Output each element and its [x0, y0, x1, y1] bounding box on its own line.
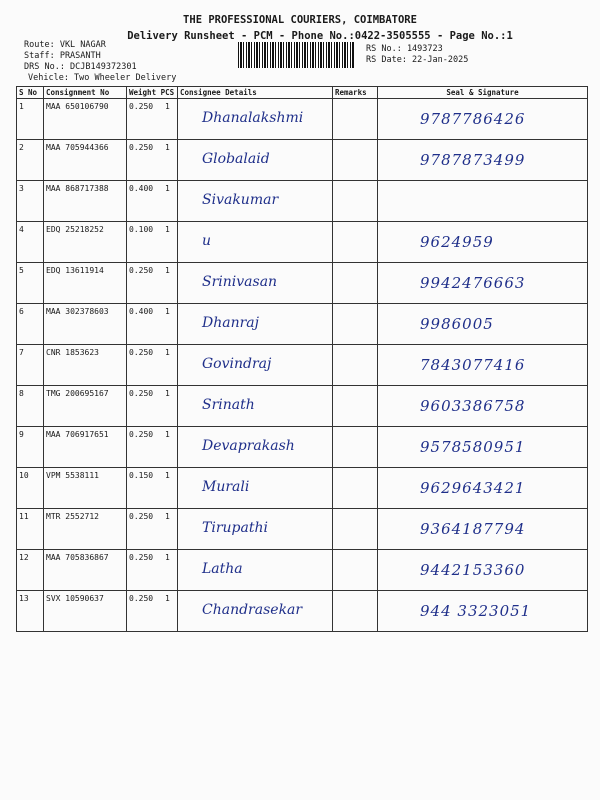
cell-weight-pcs: [127, 181, 178, 222]
table-row: [17, 99, 588, 140]
cell-consignee: [178, 304, 333, 345]
cell-signature: [378, 304, 588, 345]
consignee-name: Srinivasan: [202, 274, 278, 290]
cell-signature: [378, 345, 588, 386]
header-signature: Seal & Signature: [378, 87, 588, 99]
cell-weight: 0.250: [129, 594, 154, 603]
signature-phone: 9364187794: [420, 520, 526, 538]
cell-sno: 8: [17, 386, 44, 427]
consignee-name: Dhanalakshmi: [202, 110, 304, 126]
cell-consignment-no: EDQ 13611914: [44, 263, 127, 304]
signature-phone: 7843077416: [420, 356, 526, 374]
consignee-name: Sivakumar: [202, 192, 279, 208]
cell-consignee: [178, 99, 333, 140]
cell-remarks: [333, 591, 378, 632]
consignee-name: Dhanraj: [202, 315, 259, 331]
runsheet-title: THE PROFESSIONAL COURIERS, COIMBATORE: [183, 14, 417, 26]
table-row: [17, 304, 588, 345]
cell-weight: 0.250: [129, 266, 154, 275]
header-sno: S No: [17, 87, 44, 99]
vehicle-label: Vehicle: Two Wheeler Delivery: [28, 73, 177, 83]
cell-weight-pcs: [127, 468, 178, 509]
table-row: [17, 345, 588, 386]
consignee-name: Govindraj: [202, 356, 272, 372]
cell-pcs: 1: [165, 225, 170, 234]
cell-sno: 12: [17, 550, 44, 591]
cell-signature: [378, 222, 588, 263]
cell-consignment-no: MAA 705944366: [44, 140, 127, 181]
cell-remarks: [333, 99, 378, 140]
cell-weight-pcs: [127, 99, 178, 140]
cell-weight: 0.250: [129, 553, 154, 562]
route-info: [24, 40, 176, 84]
cell-weight: 0.100: [129, 225, 154, 234]
cell-pcs: 1: [165, 348, 170, 357]
signature-phone: 9629643421: [420, 479, 526, 497]
signature-phone: 9787873499: [420, 151, 526, 169]
cell-weight-pcs: [127, 140, 178, 181]
cell-pcs: 1: [165, 430, 170, 439]
cell-remarks: [333, 345, 378, 386]
cell-sno: 3: [17, 181, 44, 222]
table-row: [17, 468, 588, 509]
signature-phone: 9442153360: [420, 561, 526, 579]
route-label: Route: VKL NAGAR: [24, 40, 106, 50]
cell-weight: 0.250: [129, 430, 154, 439]
cell-sno: 4: [17, 222, 44, 263]
cell-remarks: [333, 550, 378, 591]
cell-consignment-no: TMG 200695167: [44, 386, 127, 427]
signature-phone: 9578580951: [420, 438, 526, 456]
cell-weight-pcs: [127, 263, 178, 304]
cell-weight: 0.250: [129, 143, 154, 152]
cell-remarks: [333, 140, 378, 181]
table-row: [17, 591, 588, 632]
cell-sno: 11: [17, 509, 44, 550]
cell-consignment-no: SVX 10590637: [44, 591, 127, 632]
cell-sno: 6: [17, 304, 44, 345]
cell-weight: 0.250: [129, 389, 154, 398]
drs-label: DRS No.: DCJB149372301: [24, 62, 137, 72]
cell-weight-pcs: [127, 427, 178, 468]
cell-signature: [378, 140, 588, 181]
cell-consignment-no: CNR 1853623: [44, 345, 127, 386]
signature-phone: 9787786426: [420, 110, 526, 128]
signature-phone: 9986005: [420, 315, 494, 333]
cell-consignee: [178, 222, 333, 263]
cell-weight: 0.250: [129, 512, 154, 521]
cell-weight-pcs: [127, 345, 178, 386]
header-pcs: PCS: [160, 88, 175, 97]
cell-sno: 13: [17, 591, 44, 632]
cell-remarks: [333, 181, 378, 222]
cell-consignee: [178, 263, 333, 304]
cell-signature: [378, 468, 588, 509]
cell-remarks: [333, 509, 378, 550]
cell-weight: 0.250: [129, 102, 154, 111]
cell-consignee: [178, 591, 333, 632]
cell-signature: [378, 99, 588, 140]
cell-consignment-no: MTR 2552712: [44, 509, 127, 550]
cell-signature: [378, 550, 588, 591]
header-remarks: Remarks: [333, 87, 378, 99]
table-row: [17, 181, 588, 222]
cell-remarks: [333, 222, 378, 263]
cell-consignee: [178, 427, 333, 468]
cell-weight-pcs: [127, 591, 178, 632]
cell-weight: 0.400: [129, 307, 154, 316]
cell-signature: [378, 591, 588, 632]
cell-pcs: 1: [165, 471, 170, 480]
consignee-name: Chandrasekar: [202, 602, 303, 618]
cell-consignee: [178, 386, 333, 427]
cell-pcs: 1: [165, 389, 170, 398]
runsheet-subtitle: Delivery Runsheet - PCM - Phone No.:0422-3505555 - Page No.:1: [127, 30, 513, 42]
cell-signature: [378, 509, 588, 550]
staff-label: Staff: PRASANTH: [24, 51, 101, 61]
runsheet-table: [16, 86, 588, 632]
cell-weight-pcs: [127, 386, 178, 427]
table-row: [17, 263, 588, 304]
cell-pcs: 1: [165, 102, 170, 111]
cell-signature: [378, 263, 588, 304]
signature-phone: 944 3323051: [420, 602, 532, 620]
cell-consignment-no: MAA 650106790: [44, 99, 127, 140]
cell-weight: 0.250: [129, 348, 154, 357]
cell-sno: 2: [17, 140, 44, 181]
cell-weight-pcs: [127, 509, 178, 550]
cell-consignment-no: MAA 868717388: [44, 181, 127, 222]
cell-consignment-no: MAA 705836867: [44, 550, 127, 591]
cell-consignment-no: MAA 302378603: [44, 304, 127, 345]
cell-sno: 9: [17, 427, 44, 468]
rs-date: RS Date: 22-Jan-2025: [366, 55, 469, 65]
cell-remarks: [333, 468, 378, 509]
consignee-name: Murali: [202, 479, 250, 495]
header-weight: Weight: [129, 88, 157, 97]
cell-weight: 0.400: [129, 184, 154, 193]
cell-consignee: [178, 509, 333, 550]
cell-consignee: [178, 345, 333, 386]
cell-weight-pcs: [127, 304, 178, 345]
table-header-row: [17, 87, 588, 99]
cell-signature: [378, 181, 588, 222]
cell-consignee: [178, 181, 333, 222]
cell-pcs: 1: [165, 553, 170, 562]
cell-weight-pcs: [127, 550, 178, 591]
signature-phone: 9624959: [420, 233, 494, 251]
table-row: [17, 427, 588, 468]
table-row: [17, 140, 588, 181]
cell-pcs: 1: [165, 266, 170, 275]
cell-sno: 1: [17, 99, 44, 140]
signature-phone: 9942476663: [420, 274, 526, 292]
barcode: [238, 42, 354, 68]
cell-pcs: 1: [165, 184, 170, 193]
header-weight-pcs: [127, 87, 178, 99]
cell-consignment-no: MAA 706917651: [44, 427, 127, 468]
cell-weight-pcs: [127, 222, 178, 263]
cell-pcs: 1: [165, 307, 170, 316]
consignee-name: Globalaid: [202, 151, 270, 167]
cell-consignee: [178, 468, 333, 509]
table-row: [17, 222, 588, 263]
cell-remarks: [333, 304, 378, 345]
consignee-name: Latha: [202, 561, 243, 577]
consignee-name: u: [202, 233, 212, 249]
cell-pcs: 1: [165, 512, 170, 521]
cell-sno: 5: [17, 263, 44, 304]
cell-remarks: [333, 386, 378, 427]
table-row: [17, 386, 588, 427]
table-row: [17, 509, 588, 550]
header-consignee: Consignee Details: [178, 87, 333, 99]
cell-consignee: [178, 550, 333, 591]
cell-signature: [378, 427, 588, 468]
cell-consignee: [178, 140, 333, 181]
rs-info: [366, 44, 468, 66]
cell-sno: 7: [17, 345, 44, 386]
cell-signature: [378, 386, 588, 427]
cell-sno: 10: [17, 468, 44, 509]
cell-pcs: 1: [165, 594, 170, 603]
cell-remarks: [333, 427, 378, 468]
consignee-name: Srinath: [202, 397, 255, 413]
rs-number: RS No.: 1493723: [366, 44, 443, 54]
table-row: [17, 550, 588, 591]
consignee-name: Devaprakash: [202, 438, 295, 454]
cell-remarks: [333, 263, 378, 304]
header-consignment: Consignment No: [44, 87, 127, 99]
cell-pcs: 1: [165, 143, 170, 152]
cell-consignment-no: EDQ 25218252: [44, 222, 127, 263]
cell-consignment-no: VPM 5538111: [44, 468, 127, 509]
cell-weight: 0.150: [129, 471, 154, 480]
consignee-name: Tirupathi: [202, 520, 268, 536]
signature-phone: 9603386758: [420, 397, 526, 415]
